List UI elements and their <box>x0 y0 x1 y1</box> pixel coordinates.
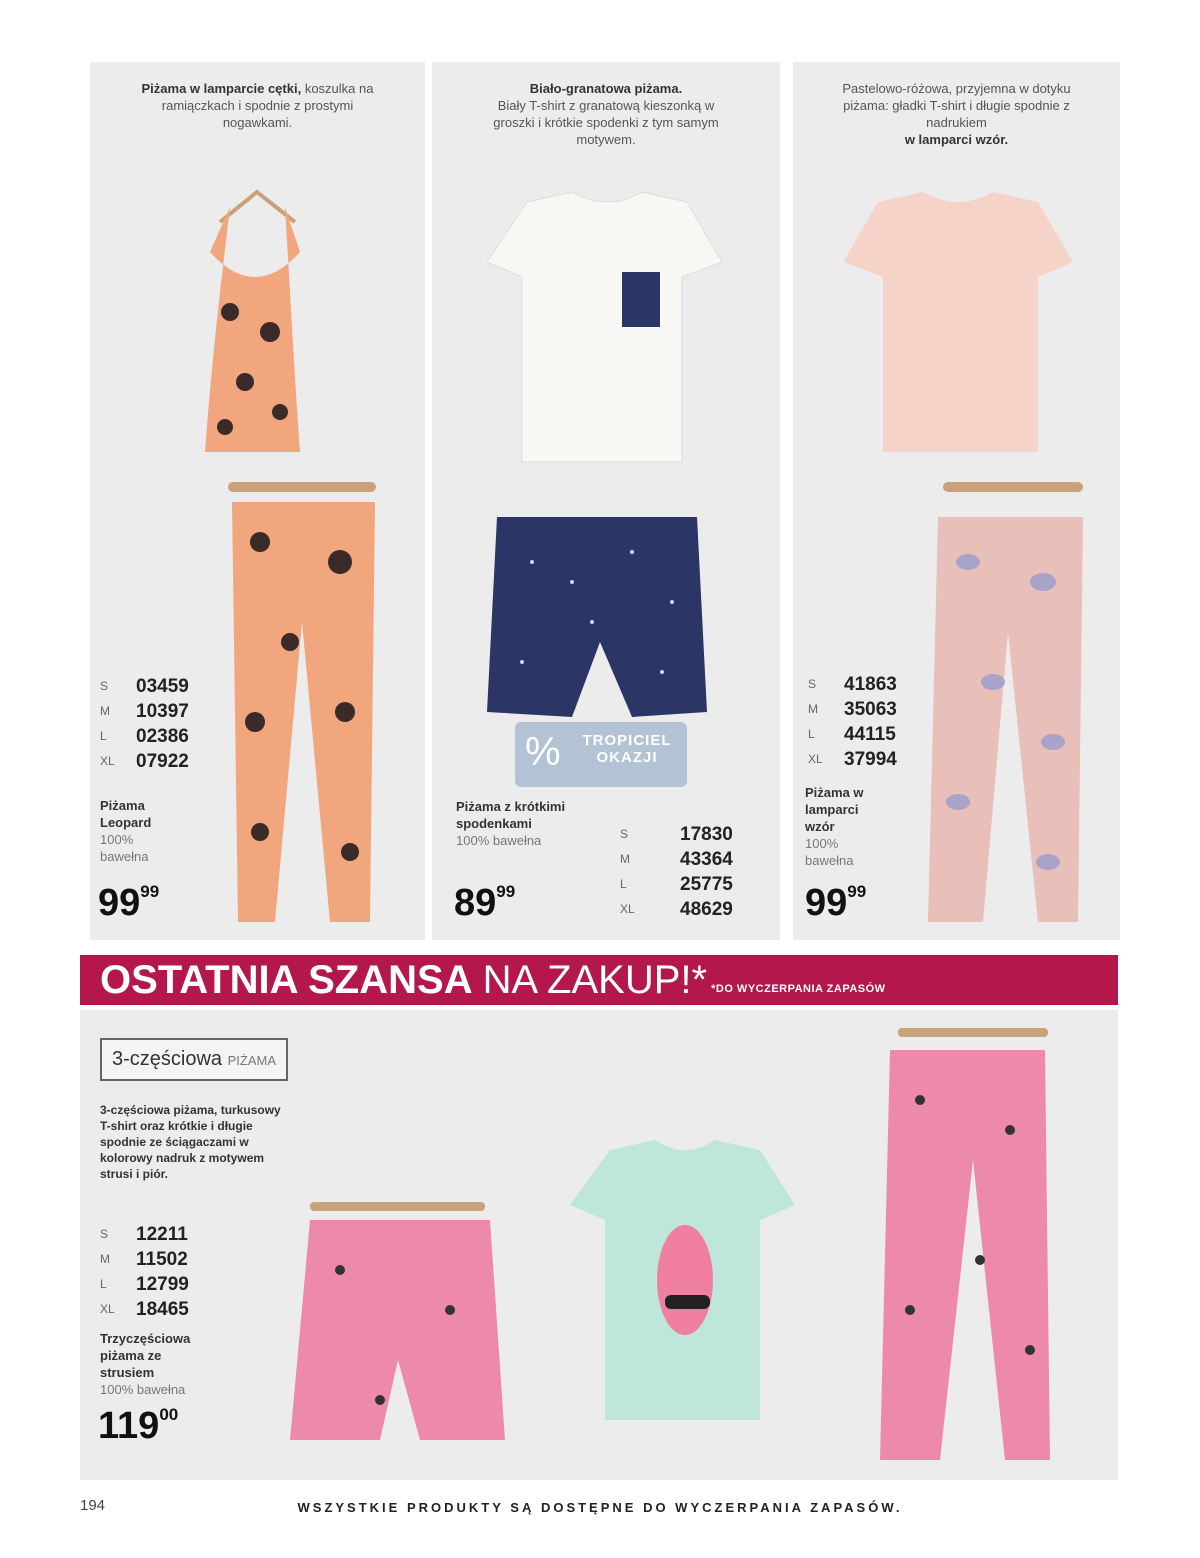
product-panel-white-navy <box>432 62 780 940</box>
size-codes: S 17830 M 43364 L 25775 XL 48629 <box>620 824 733 920</box>
product-price: $99^{99}$ <box>98 882 160 924</box>
product-name: Piżama z krótkimi spodenkami 100% bawełna <box>456 799 566 848</box>
product-price: $99^{99}$ <box>805 882 867 924</box>
product-description: 3-częściowa piżama, turkusowy T-shirt oraz krótkie i długie spodnie ze ściągaczami w kolorowy nadruk z motywem strusi i piór. <box>100 1103 281 1181</box>
product-price: $119^{00}$ <box>98 1405 179 1447</box>
size-codes: S 03459 M 10397 L 02386 XL 07922 <box>100 676 189 772</box>
section-title-box: 3-częściowa PIŻAMA <box>100 1038 288 1081</box>
ostrich-pajama-image <box>80 1010 1118 1480</box>
tropiciel-okazji-watermark: % TROPICIEL OKAZJI <box>515 722 687 787</box>
size-codes: S 41863 M 35063 L 44115 XL 37994 <box>808 674 897 770</box>
page-number: 194 <box>80 1497 106 1514</box>
size-codes: S 12211 M 11502 L 12799 XL 18465 <box>100 1224 189 1320</box>
product-name: Piżama Leopard 100% bawełna <box>100 798 152 864</box>
product-panel-ostrich <box>80 1010 1118 1480</box>
product-name: Trzyczęściowa piżama ze strusiem 100% bawełna <box>100 1331 191 1397</box>
product-panel-leopard <box>90 62 425 940</box>
product-description: Biało-granatowa piżama. Biały T-shirt z granatową kieszonką w groszki i krótkie spodenki z tym samym motywem. <box>493 81 719 147</box>
last-chance-banner: OSTATNIA SZANSA NA ZAKUP!* *DO WYCZERPANIA ZAPASÓW <box>80 955 1118 1005</box>
product-description: Piżama w lamparcie cętki, koszulka na ramiączkach i spodnie z prostymi nogawkami. <box>141 81 374 130</box>
product-panel-pastel-pink <box>793 62 1120 940</box>
product-description: Pastelowo-różowa, przyjemna w dotyku piżama: gładki T-shirt i długie spodnie z nadrukiem w lamparci wzór. <box>842 81 1071 147</box>
product-price: $89^{99}$ <box>454 882 516 924</box>
product-name: Piżama w lamparci wzór 100% bawełna <box>805 785 864 868</box>
footer-note: WSZYSTKIE PRODUKTY SĄ DOSTĘPNE DO WYCZERPANIA ZAPASÓW. <box>297 1500 903 1515</box>
percent-icon: % <box>525 730 562 774</box>
